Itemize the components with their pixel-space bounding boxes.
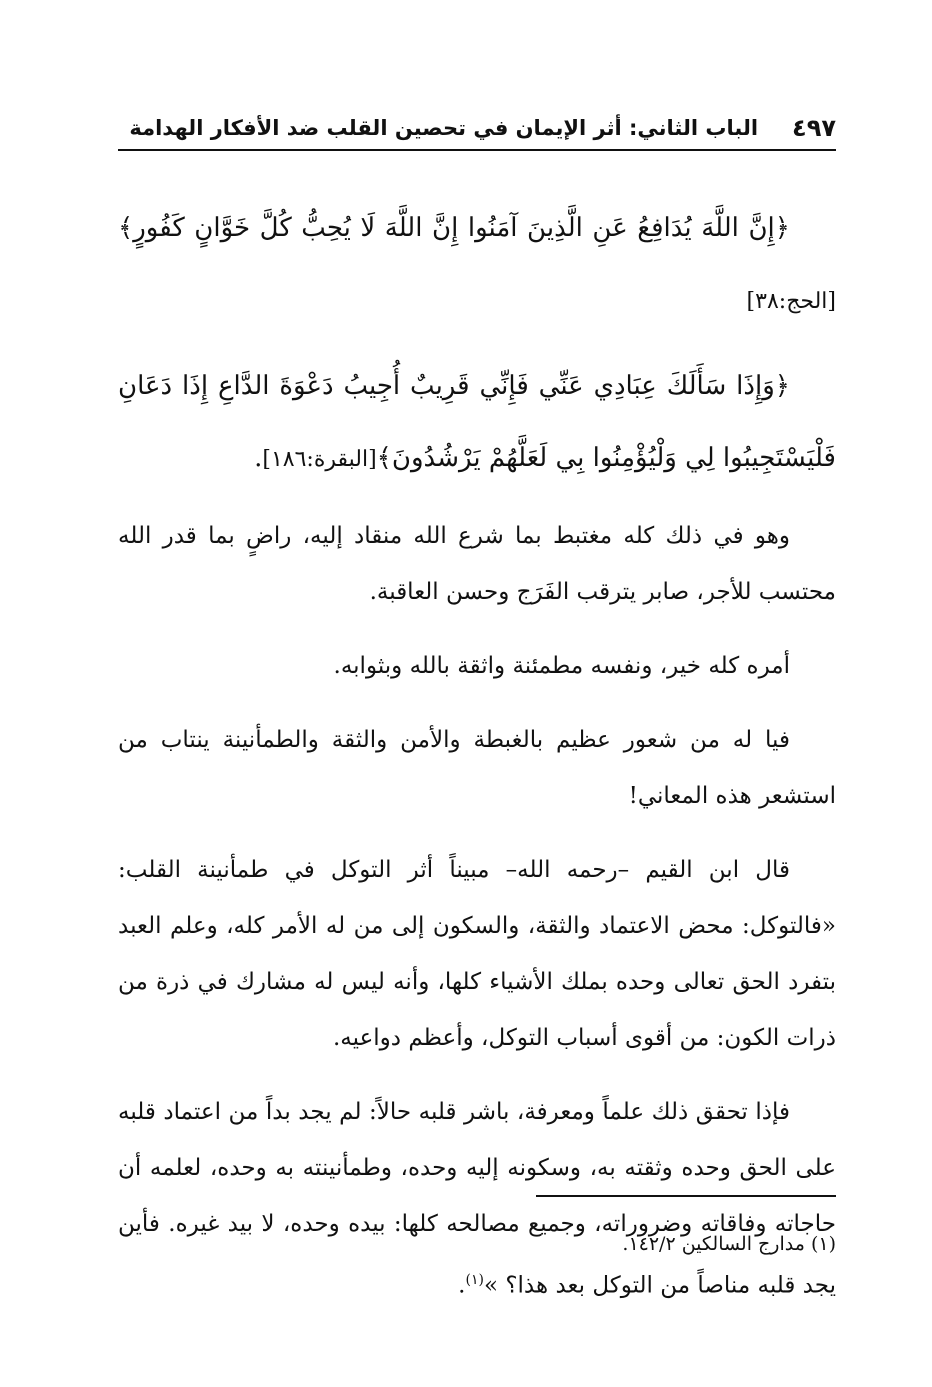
header-rule [118,149,836,151]
paragraph-trailing: . [458,1272,466,1299]
paragraph: وهو في ذلك كله مغتبط بما شرع الله منقاد إليه، راضٍ بما قدر الله محتسب للأجر، صابر يترقب الفَرَج وحسن العاقبة. [118,523,836,605]
verse-text: ﴿وَإِذَا سَأَلَكَ عِبَادِي عَنِّي فَإِنِّي قَرِيبٌ أُجِيبُ دَعْوَةَ الدَّاعِ إِذَا دَعَانِ فَلْيَسْتَجِيبُوا لِي وَلْيُؤْمِنُوا بِي لَعَلَّهُمْ يَرْشُدُونَ﴾ [118,371,836,473]
body-text [118,192,836,1332]
paragraph: أمره كله خير، ونفسه مطمئنة واثقة بالله وبثوابه. [333,653,790,679]
footnote-marker: (١) [465,1272,484,1288]
verse-trailing: . [254,443,263,473]
running-header [118,108,836,148]
footnote: (١) مدارج السالكين ١٤٢/٢. [622,1233,836,1255]
page-number: ٤٩٧ [792,114,836,142]
chapter-title: الباب الثاني: أثر الإيمان في تحصين القلب ضد الأفكار الهدامة [129,116,759,140]
book-page [118,0,836,1387]
verse-reference: [البقرة:١٨٦] [262,447,377,472]
quran-verse [118,350,836,496]
quran-verse [118,192,836,338]
paragraph-text: فإذا تحقق ذلك علماً ومعرفة، باشر قلبه حالاً: لم يجد بداً من اعتماد قلبه على الحق وحده وثقته به، وسكونه إليه وحده، وطمأنينته به وحده، لعلمه أن حاجاته وفاقاته وضروراته، وجميع مصالحه كلها: بيده وحده، لا بيد غيره. فأين يجد قلبه مناصاً من التوكل بعد هذا؟ » [118,1099,836,1299]
verse-text: ﴿إِنَّ اللَّهَ يُدَافِعُ عَنِ الَّذِينَ آمَنُوا إِنَّ اللَّهَ لَا يُحِبُّ كُلَّ خَوَّانٍ كَفُورٍ﴾ [118,213,790,243]
verse-reference: [الحج:٣٨] [746,289,836,314]
paragraph: فيا له من شعور عظيم بالغبطة والأمن والثقة والطمأنينة ينتاب من استشعر هذه المعاني! [118,727,836,809]
paragraph-quote: قال ابن القيم –رحمه الله– مبيناً أثر التوكل في طمأنينة القلب: «فالتوكل: محض الاعتماد والثقة، والسكون إلى من له الأمر كله، وعلم العبد بتفرد الحق تعالى وحده بملك الأشياء كلها، وأنه ليس له مشارك في ذرة من ذرات الكون: من أقوى أسباب التوكل، وأعظم دواعيه. [118,857,836,1051]
footnote-rule [536,1195,836,1197]
paragraph-quote-end [118,1084,836,1314]
